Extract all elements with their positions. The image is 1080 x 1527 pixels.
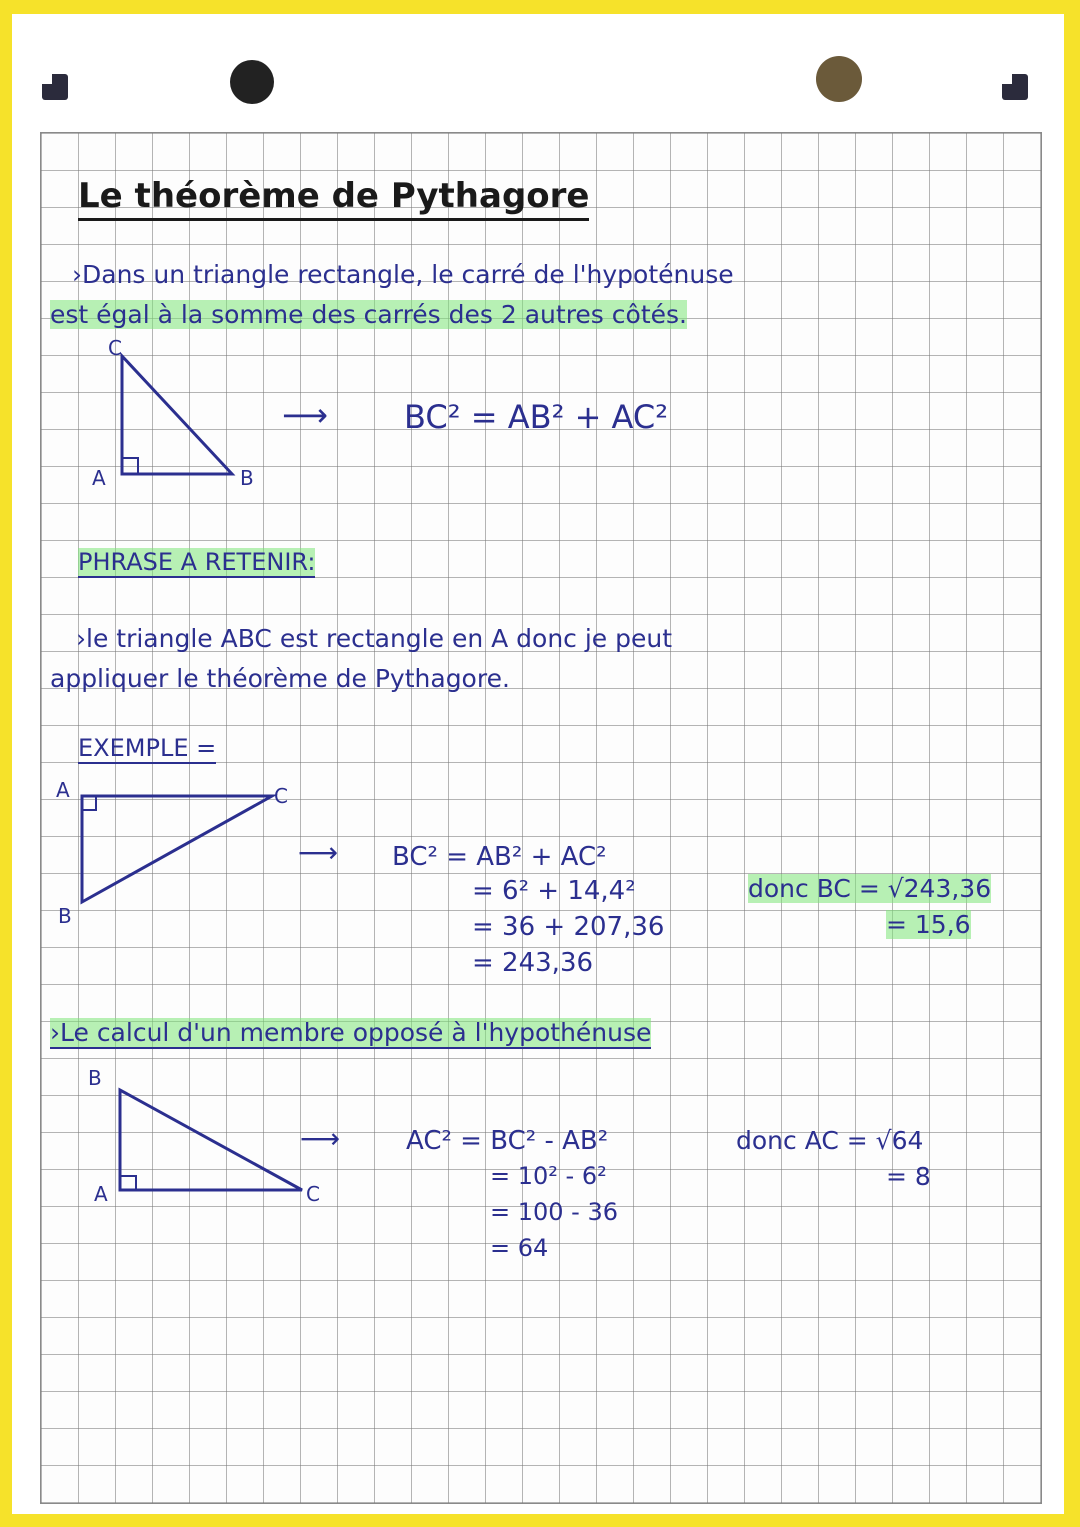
sec2-step-1: AC² = BC² - AB² [406,1126,609,1156]
sec2-step-2: = 10² - 6² [490,1162,607,1190]
right-angle-mark-2 [82,796,96,810]
example-step-1: BC² = AB² + AC² [392,842,607,872]
right-angle-mark-3 [120,1176,136,1190]
phrase-line-2: appliquer le théorème de Pythagore. [50,664,510,693]
right-angle-mark-1 [122,458,138,474]
ex-label-a: A [56,778,70,802]
triangle-1-shape [122,356,232,474]
triangle-figure-2 [62,784,302,924]
example-step-2: = 6² + 14,4² [472,876,636,906]
binder-hole-left [230,60,274,104]
ex-label-c: C [274,784,288,808]
triangle-3-shape [120,1090,302,1190]
corner-arrow-icon-top-right [1002,74,1028,100]
triangle-2-shape [82,796,272,902]
arrow-icon: ⟶ [282,396,328,434]
formula-1: BC² = AB² + AC² [404,398,669,436]
phrase-line-1: ›le triangle ABC est rectangle en A donc je peut [76,624,673,653]
section2-heading: ›Le calcul d'un membre opposé à l'hypothénuse [50,1018,652,1047]
fig1-label-b: B [240,466,254,490]
arrow-icon: ⟶ [298,836,339,869]
page-title: Le théorème de Pythagore [78,176,589,221]
definition-line-1: ›Dans un triangle rectangle, le carré de l'hypoténuse [72,260,734,289]
sec2-result-2: = 8 [886,1162,931,1191]
example-result-2: = 15,6 [886,910,971,939]
sec2-label-b: B [88,1066,102,1090]
fig1-label-c: C [108,336,122,360]
phrase-heading: PHRASE A RETENIR: [78,548,316,576]
example-step-3: = 36 + 207,36 [472,912,665,942]
triangle-figure-3 [92,1080,332,1210]
sec2-step-4: = 64 [490,1234,549,1262]
sec2-label-a: A [94,1182,108,1206]
example-step-4: = 243,36 [472,948,594,978]
corner-arrow-icon-top-left [42,74,68,100]
notebook-sheet [12,14,1064,1514]
sec2-result-1: donc AC = √64 [736,1126,924,1155]
ex-label-b: B [58,904,72,928]
example-result-1: donc BC = √243,36 [748,874,992,903]
fig1-label-a: A [92,466,106,490]
binder-hole-right [816,56,862,102]
example-heading: EXEMPLE = [78,734,217,762]
sec2-label-c: C [306,1182,320,1206]
sec2-step-3: = 100 - 36 [490,1198,619,1226]
definition-line-2: est égal à la somme des carrés des 2 autres côtés. [50,300,687,329]
arrow-icon: ⟶ [300,1122,341,1155]
